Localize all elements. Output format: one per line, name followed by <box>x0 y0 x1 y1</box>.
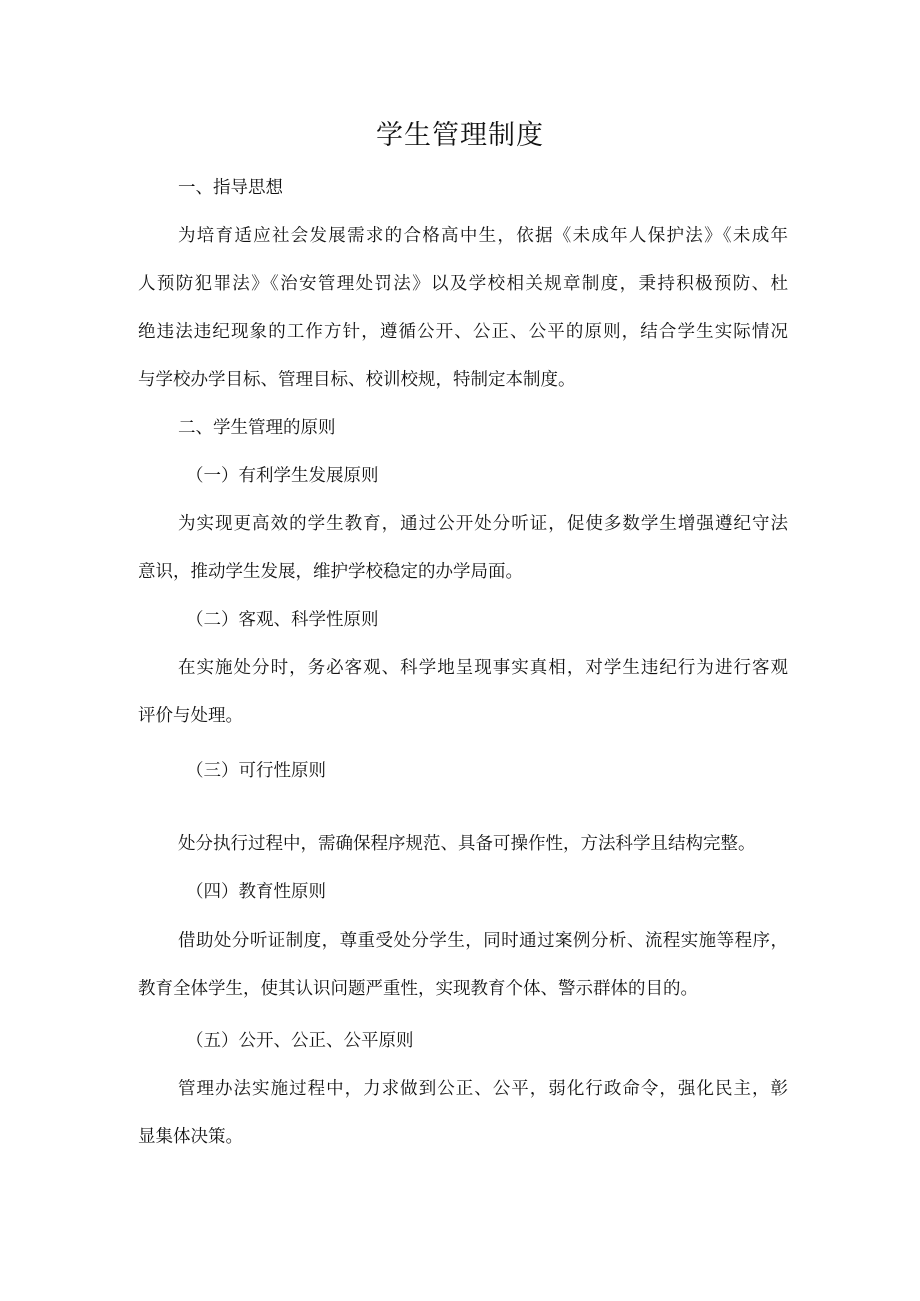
paragraph-line: 为实现更高效的学生教育，通过公开处分听证，促使多数学生增强遵纪守法 <box>178 514 788 534</box>
paragraph-line: 借助处分听证制度，尊重受处分学生，同时通过案例分析、流程实施等程序， <box>178 931 788 951</box>
principle-heading-student-development: （一）有利学生发展原则 <box>186 466 379 486</box>
paragraph-line: 管理办法实施过程中，力求做到公正、公平，弱化行政命令，强化民主，彰 <box>178 1079 788 1099</box>
principle-heading-objective-scientific: （二）客观、科学性原则 <box>186 610 379 630</box>
paragraph-line: 绝违法违纪现象的工作方针，遵循公开、公正、公平的原则，结合学生实际情况 <box>138 322 788 342</box>
paragraph-line: 教育全体学生，使其认识问题严重性，实现教育个体、警示群体的目的。 <box>138 979 698 999</box>
paragraph-line: 显集体决策。 <box>138 1127 243 1147</box>
paragraph-line: 与学校办学目标、管理目标、校训校规，特制定本制度。 <box>138 370 576 390</box>
section-heading-management-principles: 二、学生管理的原则 <box>178 418 336 438</box>
paragraph-line: 在实施处分时，务必客观、科学地呈现事实真相，对学生违纪行为进行客观 <box>178 658 788 678</box>
principle-heading-feasibility: （三）可行性原则 <box>186 761 326 781</box>
principle-heading-educational: （四）教育性原则 <box>186 882 326 902</box>
document-title: 学生管理制度 <box>376 120 544 151</box>
paragraph-line: 人预防犯罪法》《治安管理处罚法》以及学校相关规章制度，秉持积极预防、杜 <box>138 274 788 294</box>
section-heading-guiding-ideology: 一、指导思想 <box>178 178 283 198</box>
paragraph-line: 为培育适应社会发展需求的合格高中生，依据《未成年人保护法》《未成年 <box>178 226 788 246</box>
paragraph-line: 评价与处理。 <box>138 706 243 726</box>
principle-heading-fairness: （五）公开、公正、公平原则 <box>186 1031 414 1051</box>
paragraph-line: 处分执行过程中，需确保程序规范、具备可操作性，方法科学且结构完整。 <box>178 834 756 854</box>
paragraph-line: 意识，推动学生发展，维护学校稳定的办学局面。 <box>138 562 523 582</box>
